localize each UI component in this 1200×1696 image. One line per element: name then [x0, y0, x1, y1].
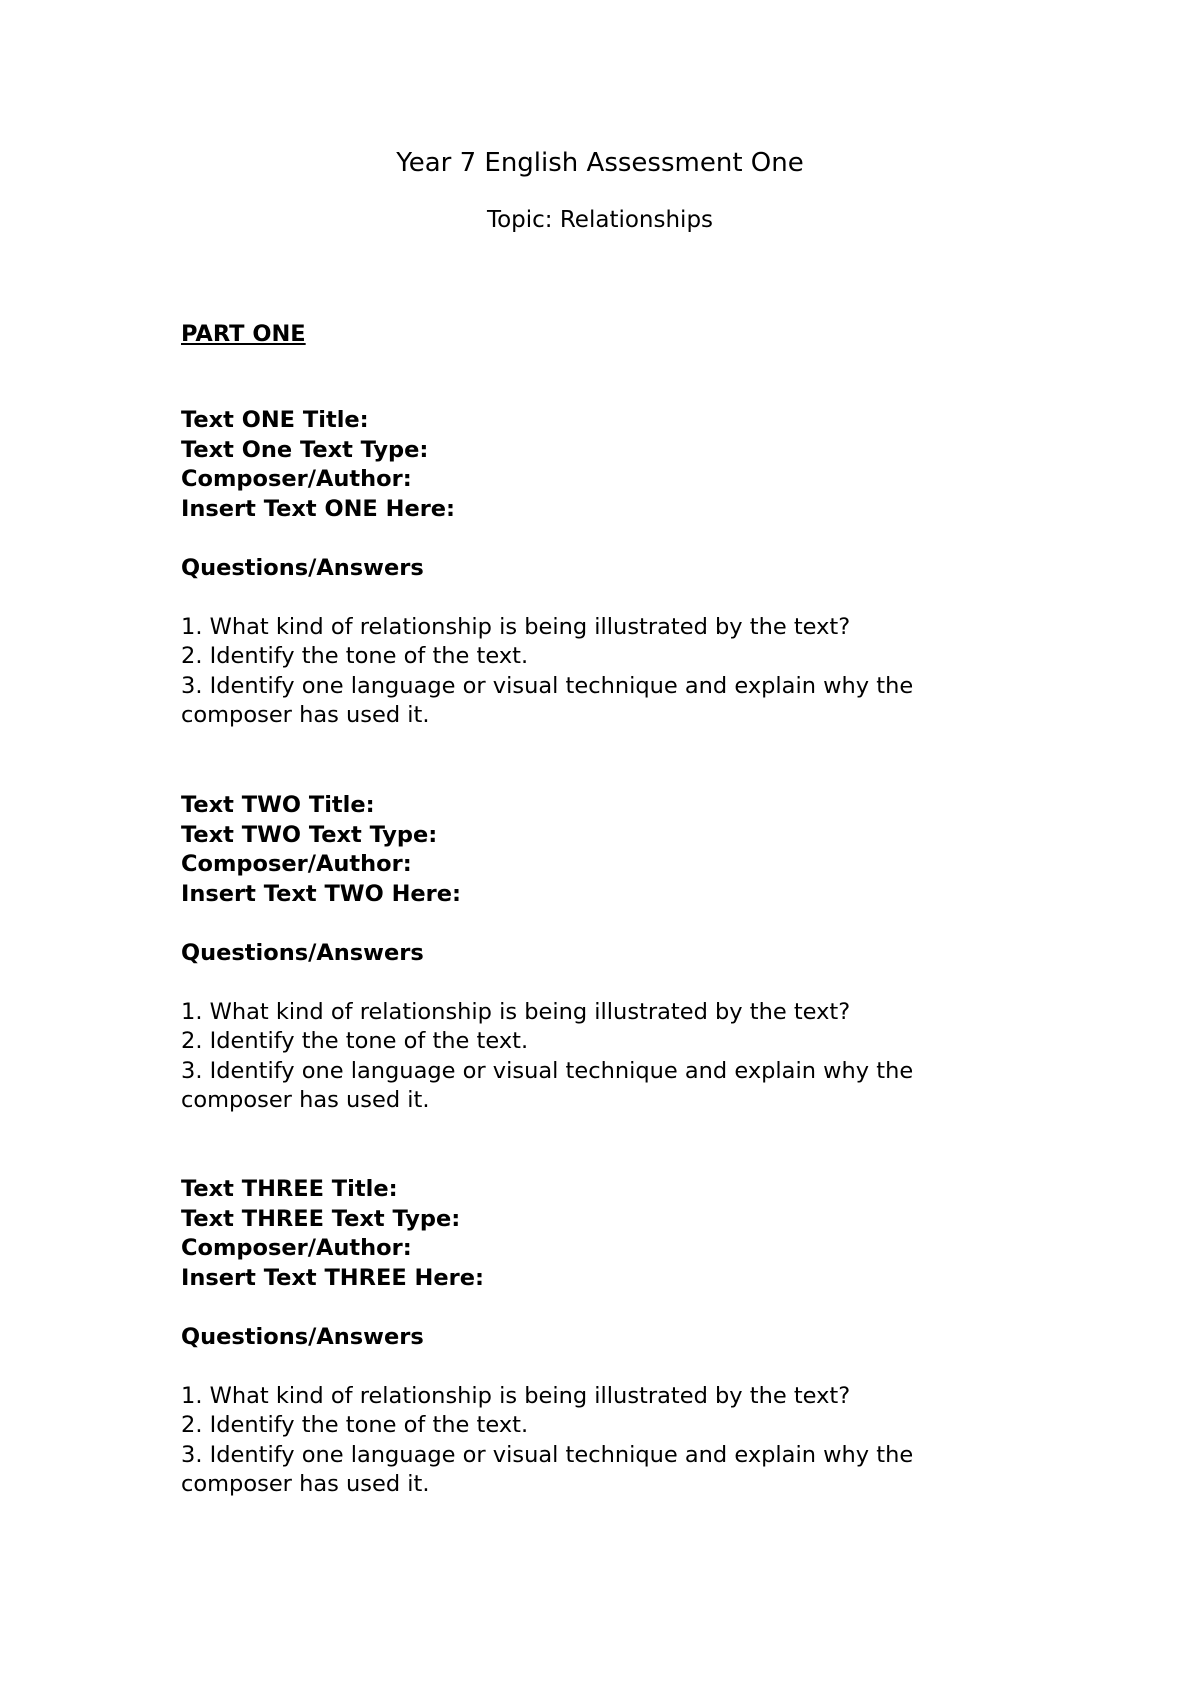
text-one-qa-heading: Questions/Answers	[181, 554, 424, 581]
text-two-title-label: Text TWO Title:	[181, 792, 375, 818]
text-two-question-2: 2. Identify the tone of the text.	[181, 1028, 529, 1054]
text-two-question-1: 1. What kind of relationship is being illustrated by the text?	[181, 998, 851, 1025]
text-three-section	[181, 1175, 1001, 1500]
text-three-qa-heading: Questions/Answers	[181, 1323, 424, 1350]
text-two-type-label: Text TWO Text Type:	[181, 821, 438, 848]
text-three-question-1: 1. What kind of relationship is being illustrated by the text?	[181, 1382, 851, 1409]
text-two-section	[181, 791, 1001, 1116]
text-three-author-label: Composer/Author:	[181, 1235, 412, 1261]
text-one-question-2: 2. Identify the tone of the text.	[181, 643, 529, 669]
text-three-title-label: Text THREE Title:	[181, 1176, 398, 1202]
text-two-question-3: 3. Identify one language or visual technique and explain why the composer has used it.	[181, 1057, 914, 1113]
text-one-author-label: Composer/Author:	[181, 466, 412, 492]
part-heading: PART ONE	[181, 321, 306, 347]
text-three-question-3: 3. Identify one language or visual technique and explain why the composer has used it.	[181, 1441, 914, 1497]
text-one-type-label: Text One Text Type:	[181, 436, 429, 463]
text-two-insert-label: Insert Text TWO Here:	[181, 880, 462, 907]
document-topic: Topic: Relationships	[486, 207, 714, 233]
text-three-type-label: Text THREE Text Type:	[181, 1205, 461, 1232]
text-one-question-3: 3. Identify one language or visual technique and explain why the composer has used it.	[181, 672, 914, 728]
text-three-question-2: 2. Identify the tone of the text.	[181, 1412, 529, 1438]
text-one-section	[181, 406, 1001, 731]
text-one-question-1: 1. What kind of relationship is being illustrated by the text?	[181, 613, 851, 640]
text-one-insert-label: Insert Text ONE Here:	[181, 495, 456, 522]
text-three-insert-label: Insert Text THREE Here:	[181, 1264, 484, 1291]
text-two-qa-heading: Questions/Answers	[181, 939, 424, 966]
document-title: Year 7 English Assessment One	[396, 148, 804, 178]
text-two-author-label: Composer/Author:	[181, 851, 412, 877]
text-one-title-label: Text ONE Title:	[181, 407, 369, 433]
